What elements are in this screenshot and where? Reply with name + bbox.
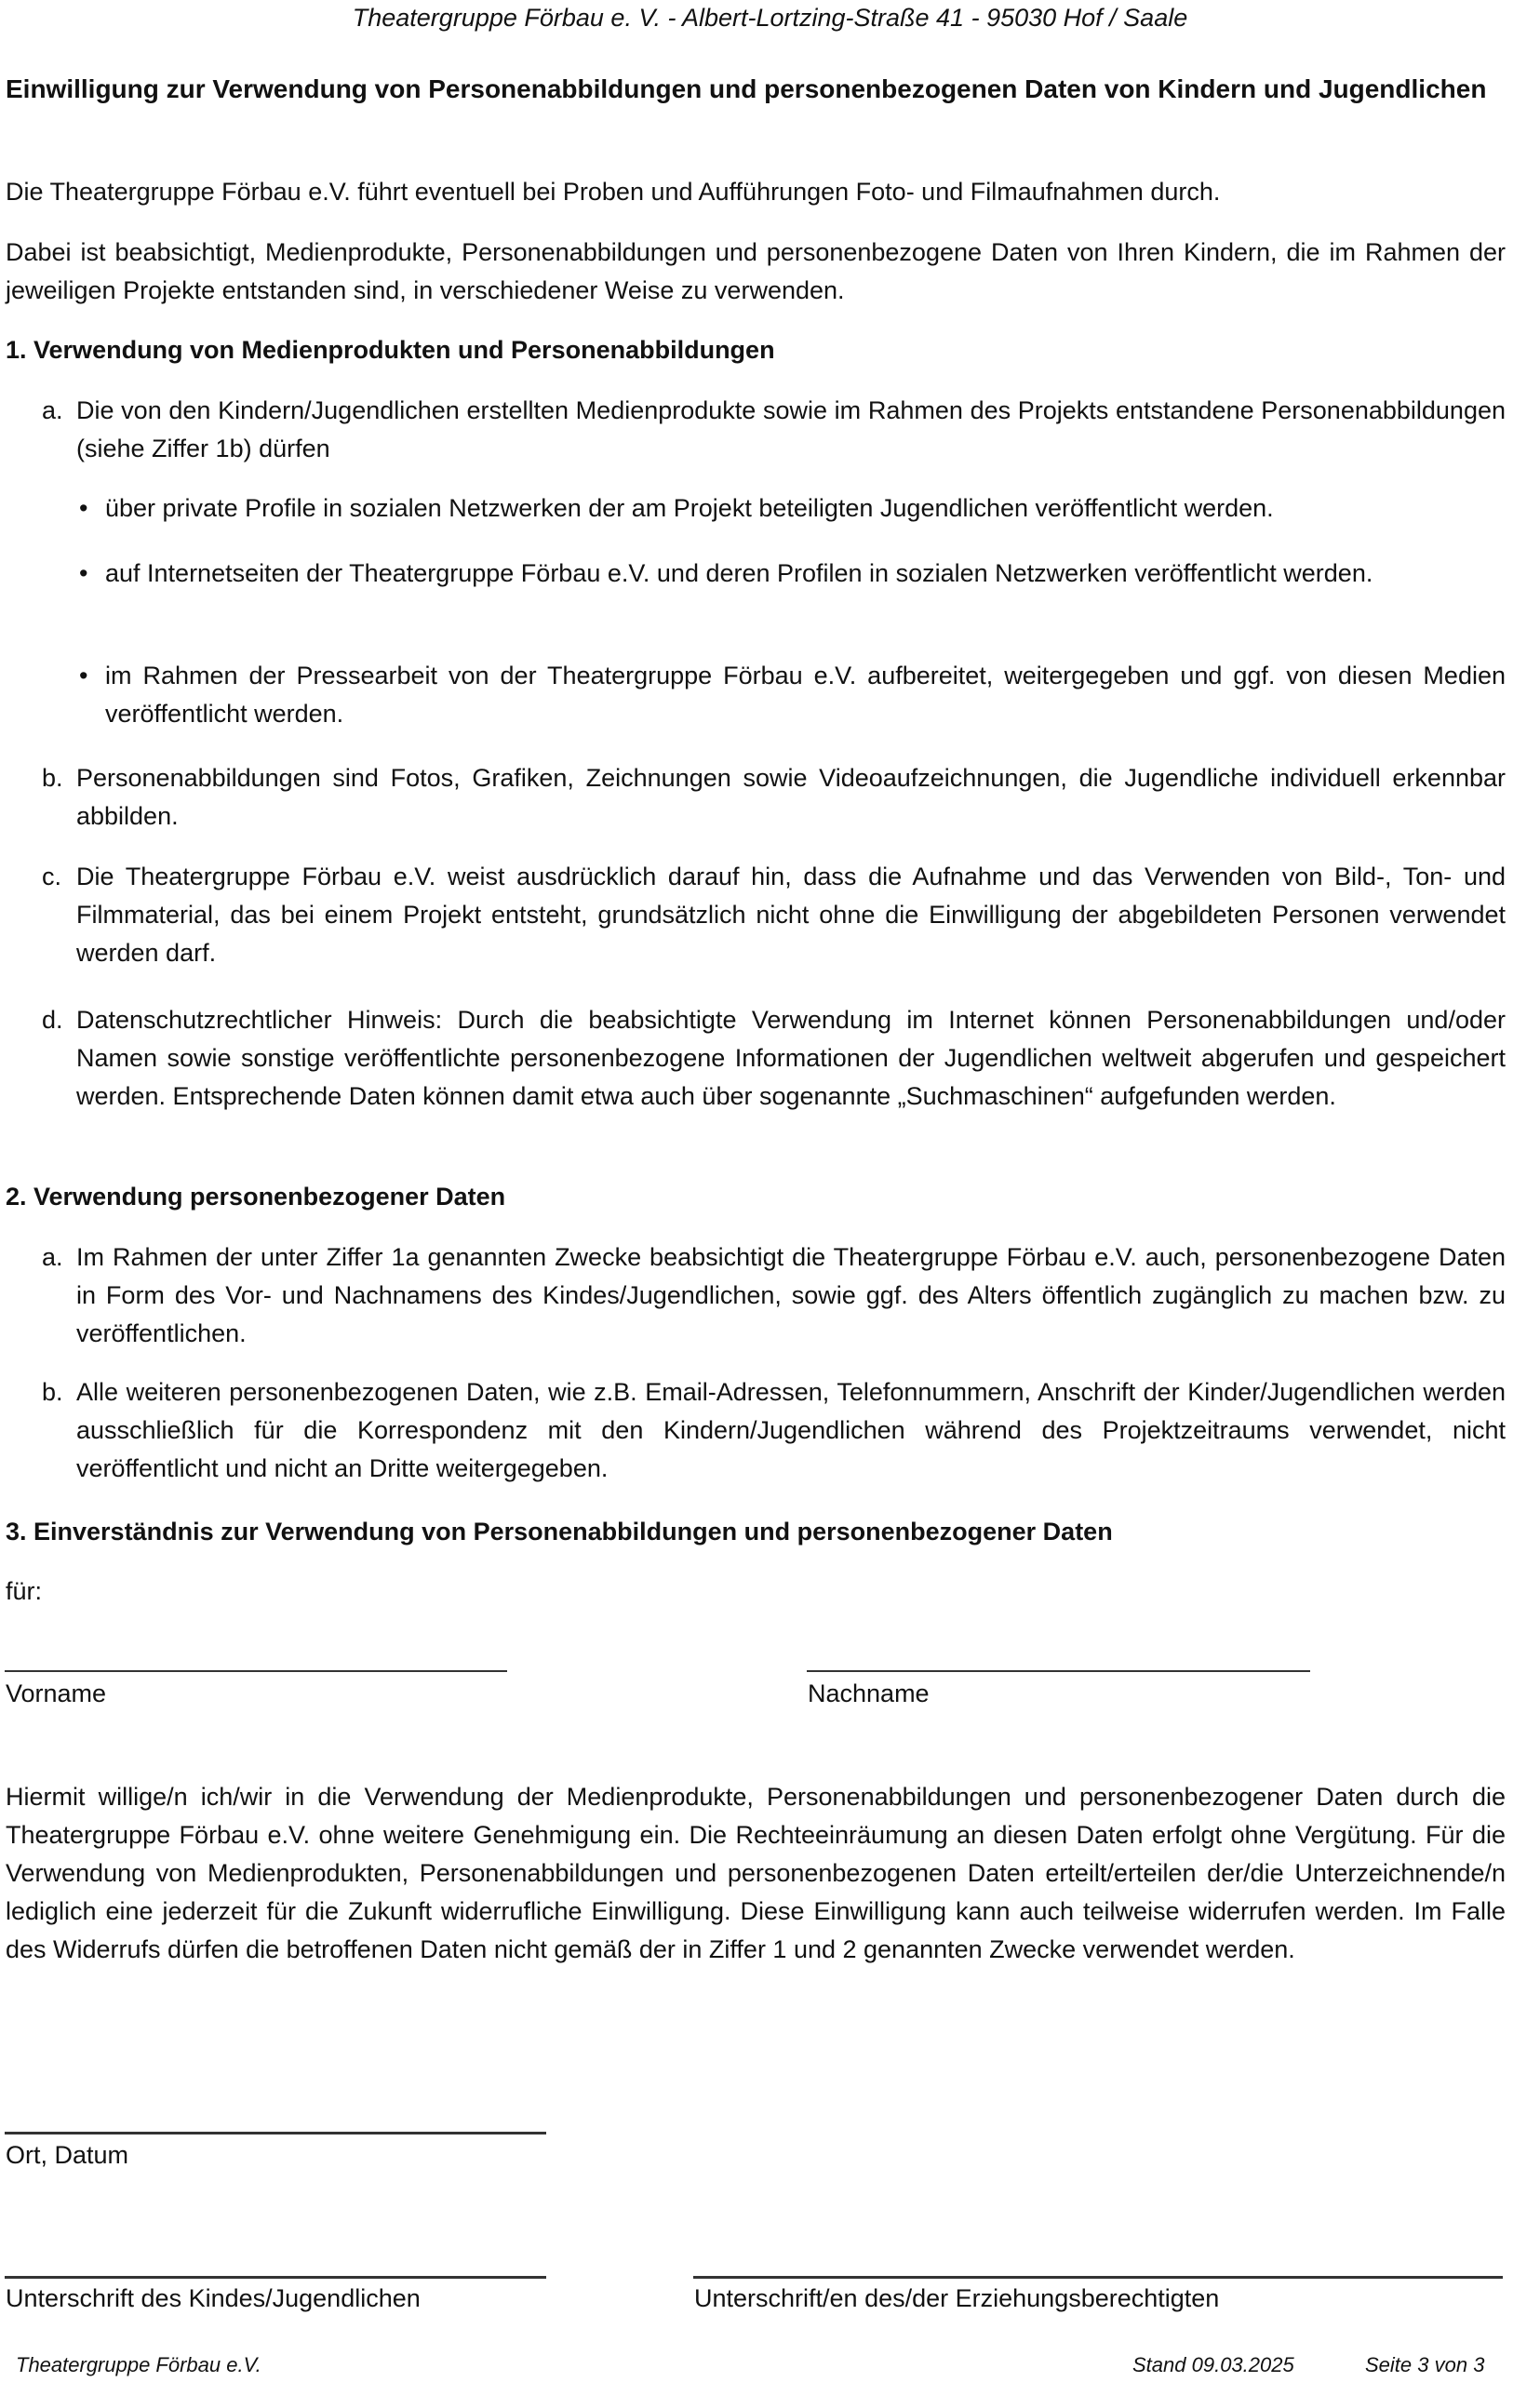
list-marker: b. <box>42 764 63 792</box>
guardian-signature-label: Unterschrift/en des/der Erziehungsberechtigten <box>694 2284 1220 2312</box>
list-item-text: Personenabbildungen sind Fotos, Grafiken, Zeichnungen sowie Videoaufzeichnungen, die Jugendliche individuell erkennbar abbilden. <box>76 764 1506 830</box>
section-1-item-c <box>42 858 1506 972</box>
last-name-field[interactable] <box>807 1670 1310 1672</box>
bullet-icon: • <box>79 662 88 689</box>
bullet-icon: • <box>79 494 88 522</box>
section-2-heading: 2. Verwendung personenbezogener Daten <box>6 1183 506 1211</box>
guardian-signature-field[interactable] <box>693 2276 1503 2279</box>
bullet-item <box>79 489 1506 528</box>
section-1-item-d <box>42 1001 1506 1116</box>
bullet-icon: • <box>79 559 88 587</box>
bullet-text: im Rahmen der Pressearbeit von der Theatergruppe Förbau e.V. aufbereitet, weitergegeben und ggf. von diesen Medien veröffentlicht werden. <box>105 662 1506 728</box>
child-signature-label: Unterschrift des Kindes/Jugendlichen <box>6 2284 421 2312</box>
list-marker: b. <box>42 1378 63 1406</box>
footer-organization: Theatergruppe Förbau e.V. <box>16 2353 261 2376</box>
section-2-item-a <box>42 1238 1506 1353</box>
for-label: für: <box>6 1577 43 1605</box>
list-marker: a. <box>42 1243 63 1271</box>
child-signature-field[interactable] <box>5 2276 546 2279</box>
last-name-label: Nachname <box>808 1679 930 1707</box>
bullet-text: über private Profile in sozialen Netzwerken der am Projekt beteiligten Jugendlichen veröffentlicht werden. <box>105 494 1274 522</box>
list-item-text: Alle weiteren personenbezogenen Daten, wie z.B. Email-Adressen, Telefonnummern, Anschrift der Kinder/Jugendlichen werden ausschließlich für die Korrespondenz mit den Kindern/Jugendlichen während des Projektzeitraums verwendet, nicht veröffentlicht und nicht an Dritte weitergegeben. <box>76 1378 1506 1482</box>
footer-version: Stand 09.03.2025 <box>1132 2353 1294 2376</box>
bullet-item <box>79 555 1506 593</box>
bullet-text: auf Internetseiten der Theatergruppe Förbau e.V. und deren Profilen in sozialen Netzwerken veröffentlicht werden. <box>105 559 1373 587</box>
place-date-field[interactable] <box>5 2132 546 2134</box>
section-1-item-a <box>42 392 1506 468</box>
section-3-heading: 3. Einverständnis zur Verwendung von Personenabbildungen und personenbezogener Daten <box>6 1518 1113 1546</box>
list-item-text: Datenschutzrechtlicher Hinweis: Durch die beabsichtigte Verwendung im Internet können Personenabbildungen und/oder Namen sowie sonstige veröffentlichte personenbezogene Informationen der Jugendlichen weltweit abgerufen und gespeichert werden. Entsprechende Daten können damit etwa auch über sogenannte „Suchmaschinen“ aufgefunden werden. <box>76 1006 1506 1110</box>
list-item-text: Die Theatergruppe Förbau e.V. weist ausdrücklich darauf hin, dass die Aufnahme und das Verwenden von Bild-, Ton- und Filmmaterial, das bei einem Projekt entsteht, grundsätzlich nicht ohne die Einwilligung der abgebildeten Personen verwendet werden darf. <box>76 863 1506 967</box>
first-name-label: Vorname <box>6 1679 107 1707</box>
first-name-field[interactable] <box>5 1670 507 1672</box>
section-2-item-b <box>42 1373 1506 1488</box>
list-item-text: Im Rahmen der unter Ziffer 1a genannten Zwecke beabsichtigt die Theatergruppe Förbau e.V. auch, personenbezogene Daten in Form des Vor- und Nachnamens des Kindes/Jugendlichen, sowie ggf. des Alters öffentlich zugänglich zu machen bzw. zu veröffentlichen. <box>76 1243 1506 1347</box>
footer-page-number: Seite 3 von 3 <box>1365 2353 1485 2376</box>
letterhead: Theatergruppe Förbau e. V. - Albert-Lortzing-Straße 41 - 95030 Hof / Saale <box>352 4 1188 32</box>
list-marker: a. <box>42 396 63 424</box>
list-marker: c. <box>42 863 62 890</box>
list-marker: d. <box>42 1006 63 1034</box>
list-item-text: Die von den Kindern/Jugendlichen erstellten Medienprodukte sowie im Rahmen des Projekts entstandene Personenabbildungen (siehe Ziffer 1b) dürfen <box>76 396 1506 462</box>
place-date-label: Ort, Datum <box>6 2141 129 2169</box>
section-1-heading: 1. Verwendung von Medienprodukten und Personenabbildungen <box>6 336 775 364</box>
consent-paragraph: Hiermit willige/n ich/wir in die Verwendung der Medienprodukte, Personenabbildungen und personenbezogener Daten durch die Theatergruppe Förbau e.V. ohne weitere Genehmigung ein. Die Rechteeinräumung an diesen Daten erfolgt ohne Vergütung. Für die Verwendung von Medienprodukten, Personenabbildungen und personenbezogenen Daten erteilt/erteilen der/die Unterzeichnende/n lediglich eine jederzeit für die Zukunft widerrufliche Einwilligung. Diese Einwilligung kann auch teilweise widerrufen werden. Im Falle des Widerrufs dürfen die betroffenen Daten nicht gemäß der in Ziffer 1 und 2 genannten Zwecke verwendet werden. <box>6 1783 1506 1963</box>
section-1-item-b <box>42 759 1506 836</box>
document-title: Einwilligung zur Verwendung von Personenabbildungen und personenbezogenen Daten von Kindern und Jugendlichen <box>6 74 1487 103</box>
bullet-item <box>79 657 1506 733</box>
intro-paragraph-2: Dabei ist beabsichtigt, Medienprodukte, Personenabbildungen und personenbezogene Daten von Ihren Kindern, die im Rahmen der jeweiligen Projekte entstanden sind, in verschiedener Weise zu verwenden. <box>6 238 1506 304</box>
intro-paragraph-1: Die Theatergruppe Förbau e.V. führt eventuell bei Proben und Aufführungen Foto- und Filmaufnahmen durch. <box>6 178 1221 206</box>
